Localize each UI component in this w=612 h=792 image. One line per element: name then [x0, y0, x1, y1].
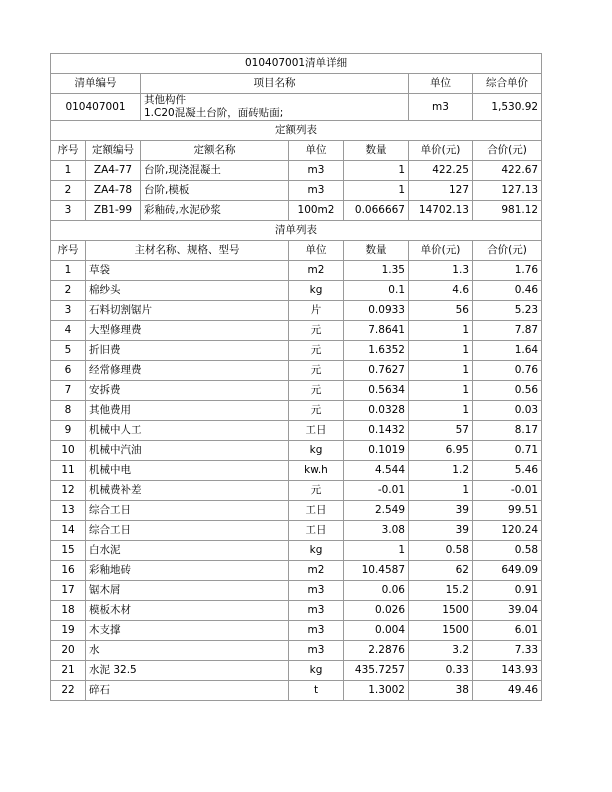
material-no: 5: [51, 341, 86, 361]
material-no: 13: [51, 501, 86, 521]
material-row: [51, 461, 542, 481]
item-name: [141, 94, 409, 121]
material-no: 7: [51, 381, 86, 401]
quota-no: 2: [51, 181, 86, 201]
material-row: [51, 401, 542, 421]
quota-price: 422.25: [409, 161, 473, 181]
material-qty: 0.1: [344, 281, 409, 301]
material-no: 12: [51, 481, 86, 501]
material-total: 8.17: [473, 421, 542, 441]
material-unit: 元: [289, 401, 344, 421]
material-qty: 10.4587: [344, 561, 409, 581]
material-price: 1.2: [409, 461, 473, 481]
material-no: 6: [51, 361, 86, 381]
material-qty: 1: [344, 541, 409, 561]
material-price: 1: [409, 381, 473, 401]
quota-name: 台阶,现浇混凝土: [141, 161, 289, 181]
quota-price: 14702.13: [409, 201, 473, 221]
material-name: 模板木材: [86, 601, 289, 621]
material-row: [51, 641, 542, 661]
material-qty: 0.026: [344, 601, 409, 621]
material-name: 安拆费: [86, 381, 289, 401]
quota-code: ZA4-78: [86, 181, 141, 201]
quota-header-code: 定额编号: [86, 141, 141, 161]
material-price: 39: [409, 521, 473, 541]
material-no: 19: [51, 621, 86, 641]
material-price: 1: [409, 481, 473, 501]
material-unit: 元: [289, 381, 344, 401]
item-name-line2: 1.C20混凝土台阶，面砖贴面;: [144, 107, 284, 119]
material-name: 木支撑: [86, 621, 289, 641]
material-row: [51, 621, 542, 641]
material-name: 草袋: [86, 261, 289, 281]
material-row: [51, 521, 542, 541]
material-total: 0.03: [473, 401, 542, 421]
quota-total: 127.13: [473, 181, 542, 201]
material-unit: t: [289, 681, 344, 701]
material-total: 99.51: [473, 501, 542, 521]
material-unit: kg: [289, 541, 344, 561]
material-unit: 元: [289, 481, 344, 501]
material-name: 大型修理费: [86, 321, 289, 341]
material-price: 1: [409, 321, 473, 341]
header-code: 清单编号: [51, 74, 141, 94]
material-row: [51, 281, 542, 301]
material-price: 1500: [409, 601, 473, 621]
material-name: 机械中汽油: [86, 441, 289, 461]
sheet-title: 010407001清单详细: [51, 54, 542, 74]
materials-header-no: 序号: [51, 241, 86, 261]
material-name: 经常修理费: [86, 361, 289, 381]
material-qty: 1.35: [344, 261, 409, 281]
material-qty: 435.7257: [344, 661, 409, 681]
material-unit: m3: [289, 641, 344, 661]
quota-qty: 0.066667: [344, 201, 409, 221]
material-no: 11: [51, 461, 86, 481]
material-no: 14: [51, 521, 86, 541]
material-no: 21: [51, 661, 86, 681]
material-row: [51, 381, 542, 401]
material-row: [51, 481, 542, 501]
quota-section-title: 定额列表: [51, 121, 542, 141]
material-total: 0.76: [473, 361, 542, 381]
material-unit: 工日: [289, 421, 344, 441]
materials-header-unit: 单位: [289, 241, 344, 261]
material-unit: 元: [289, 341, 344, 361]
material-qty: 0.1432: [344, 421, 409, 441]
material-price: 0.58: [409, 541, 473, 561]
material-unit: kg: [289, 441, 344, 461]
material-row: [51, 661, 542, 681]
quota-unit: m3: [289, 161, 344, 181]
material-qty: 0.0933: [344, 301, 409, 321]
material-qty: 0.0328: [344, 401, 409, 421]
header-unit: 单位: [409, 74, 473, 94]
material-price: 6.95: [409, 441, 473, 461]
material-name: 机械中电: [86, 461, 289, 481]
quota-header-total: 合价(元): [473, 141, 542, 161]
materials-header-price: 单价(元): [409, 241, 473, 261]
material-row: [51, 681, 542, 701]
material-total: 0.46: [473, 281, 542, 301]
material-unit: m2: [289, 261, 344, 281]
quota-qty: 1: [344, 161, 409, 181]
material-price: 1500: [409, 621, 473, 641]
material-unit: kg: [289, 281, 344, 301]
material-row: [51, 441, 542, 461]
material-price: 62: [409, 561, 473, 581]
material-name: 碎石: [86, 681, 289, 701]
item-code: 010407001: [51, 94, 141, 121]
material-unit: m3: [289, 621, 344, 641]
material-no: 18: [51, 601, 86, 621]
material-total: 1.64: [473, 341, 542, 361]
material-total: 49.46: [473, 681, 542, 701]
material-unit: 片: [289, 301, 344, 321]
material-row: [51, 561, 542, 581]
material-no: 22: [51, 681, 86, 701]
material-total: 5.23: [473, 301, 542, 321]
material-qty: -0.01: [344, 481, 409, 501]
material-no: 17: [51, 581, 86, 601]
material-total: 0.56: [473, 381, 542, 401]
material-no: 1: [51, 261, 86, 281]
material-qty: 0.06: [344, 581, 409, 601]
item-name-line1: 其他构件: [144, 94, 186, 106]
material-total: 7.87: [473, 321, 542, 341]
material-name: 机械费补差: [86, 481, 289, 501]
material-qty: 1.3002: [344, 681, 409, 701]
material-total: 0.71: [473, 441, 542, 461]
quota-total: 422.67: [473, 161, 542, 181]
quota-row: [51, 181, 542, 201]
quota-code: ZA4-77: [86, 161, 141, 181]
material-name: 水: [86, 641, 289, 661]
material-name: 锯木屑: [86, 581, 289, 601]
material-total: 39.04: [473, 601, 542, 621]
quota-unit: m3: [289, 181, 344, 201]
material-price: 15.2: [409, 581, 473, 601]
quota-header-qty: 数量: [344, 141, 409, 161]
material-unit: 工日: [289, 521, 344, 541]
materials-section-title: 清单列表: [51, 221, 542, 241]
material-total: 0.91: [473, 581, 542, 601]
material-qty: 2.2876: [344, 641, 409, 661]
material-no: 3: [51, 301, 86, 321]
material-row: [51, 601, 542, 621]
material-total: 5.46: [473, 461, 542, 481]
material-no: 15: [51, 541, 86, 561]
material-price: 56: [409, 301, 473, 321]
material-qty: 1.6352: [344, 341, 409, 361]
material-no: 2: [51, 281, 86, 301]
materials-header-total: 合价(元): [473, 241, 542, 261]
quota-unit: 100m2: [289, 201, 344, 221]
material-qty: 0.1019: [344, 441, 409, 461]
item-price: 1,530.92: [473, 94, 542, 121]
material-price: 4.6: [409, 281, 473, 301]
material-no: 10: [51, 441, 86, 461]
bill-detail-table: [50, 53, 542, 701]
quota-header-name: 定额名称: [141, 141, 289, 161]
material-row: [51, 581, 542, 601]
material-unit: m3: [289, 601, 344, 621]
material-price: 1: [409, 341, 473, 361]
material-qty: 3.08: [344, 521, 409, 541]
material-no: 9: [51, 421, 86, 441]
quota-name: 彩釉砖,水泥砂浆: [141, 201, 289, 221]
material-no: 16: [51, 561, 86, 581]
material-total: 1.76: [473, 261, 542, 281]
material-qty: 7.8641: [344, 321, 409, 341]
material-price: 38: [409, 681, 473, 701]
quota-header-no: 序号: [51, 141, 86, 161]
material-price: 3.2: [409, 641, 473, 661]
material-row: [51, 541, 542, 561]
material-no: 8: [51, 401, 86, 421]
material-unit: m3: [289, 581, 344, 601]
material-row: [51, 261, 542, 281]
material-no: 4: [51, 321, 86, 341]
material-unit: m2: [289, 561, 344, 581]
quota-code: ZB1-99: [86, 201, 141, 221]
material-name: 水泥 32.5: [86, 661, 289, 681]
material-name: 白水泥: [86, 541, 289, 561]
quota-header-unit: 单位: [289, 141, 344, 161]
material-qty: 0.5634: [344, 381, 409, 401]
material-unit: 元: [289, 321, 344, 341]
material-name: 机械中人工: [86, 421, 289, 441]
materials-header-name: 主材名称、规格、型号: [86, 241, 289, 261]
quota-row: [51, 201, 542, 221]
material-name: 综合工日: [86, 501, 289, 521]
material-qty: 2.549: [344, 501, 409, 521]
material-name: 棉纱头: [86, 281, 289, 301]
material-price: 1: [409, 361, 473, 381]
material-total: 6.01: [473, 621, 542, 641]
material-total: 0.58: [473, 541, 542, 561]
material-qty: 0.7627: [344, 361, 409, 381]
material-unit: 元: [289, 361, 344, 381]
material-qty: 4.544: [344, 461, 409, 481]
material-name: 综合工日: [86, 521, 289, 541]
material-total: 143.93: [473, 661, 542, 681]
material-name: 石料切割锯片: [86, 301, 289, 321]
material-row: [51, 361, 542, 381]
quota-total: 981.12: [473, 201, 542, 221]
material-total: 649.09: [473, 561, 542, 581]
material-name: 彩釉地砖: [86, 561, 289, 581]
quota-no: 1: [51, 161, 86, 181]
material-price: 1.3: [409, 261, 473, 281]
material-qty: 0.004: [344, 621, 409, 641]
material-total: 7.33: [473, 641, 542, 661]
material-total: -0.01: [473, 481, 542, 501]
header-name: 项目名称: [141, 74, 409, 94]
item-unit: m3: [409, 94, 473, 121]
material-row: [51, 321, 542, 341]
material-unit: kw.h: [289, 461, 344, 481]
header-price: 综合单价: [473, 74, 542, 94]
material-name: 其他费用: [86, 401, 289, 421]
quota-no: 3: [51, 201, 86, 221]
quota-header-price: 单价(元): [409, 141, 473, 161]
material-unit: kg: [289, 661, 344, 681]
materials-header-qty: 数量: [344, 241, 409, 261]
material-price: 1: [409, 401, 473, 421]
material-price: 57: [409, 421, 473, 441]
material-name: 折旧费: [86, 341, 289, 361]
quota-price: 127: [409, 181, 473, 201]
material-row: [51, 341, 542, 361]
material-price: 39: [409, 501, 473, 521]
quota-row: [51, 161, 542, 181]
material-row: [51, 301, 542, 321]
material-row: [51, 421, 542, 441]
material-no: 20: [51, 641, 86, 661]
quota-qty: 1: [344, 181, 409, 201]
material-total: 120.24: [473, 521, 542, 541]
material-price: 0.33: [409, 661, 473, 681]
material-unit: 工日: [289, 501, 344, 521]
quota-name: 台阶,模板: [141, 181, 289, 201]
material-row: [51, 501, 542, 521]
